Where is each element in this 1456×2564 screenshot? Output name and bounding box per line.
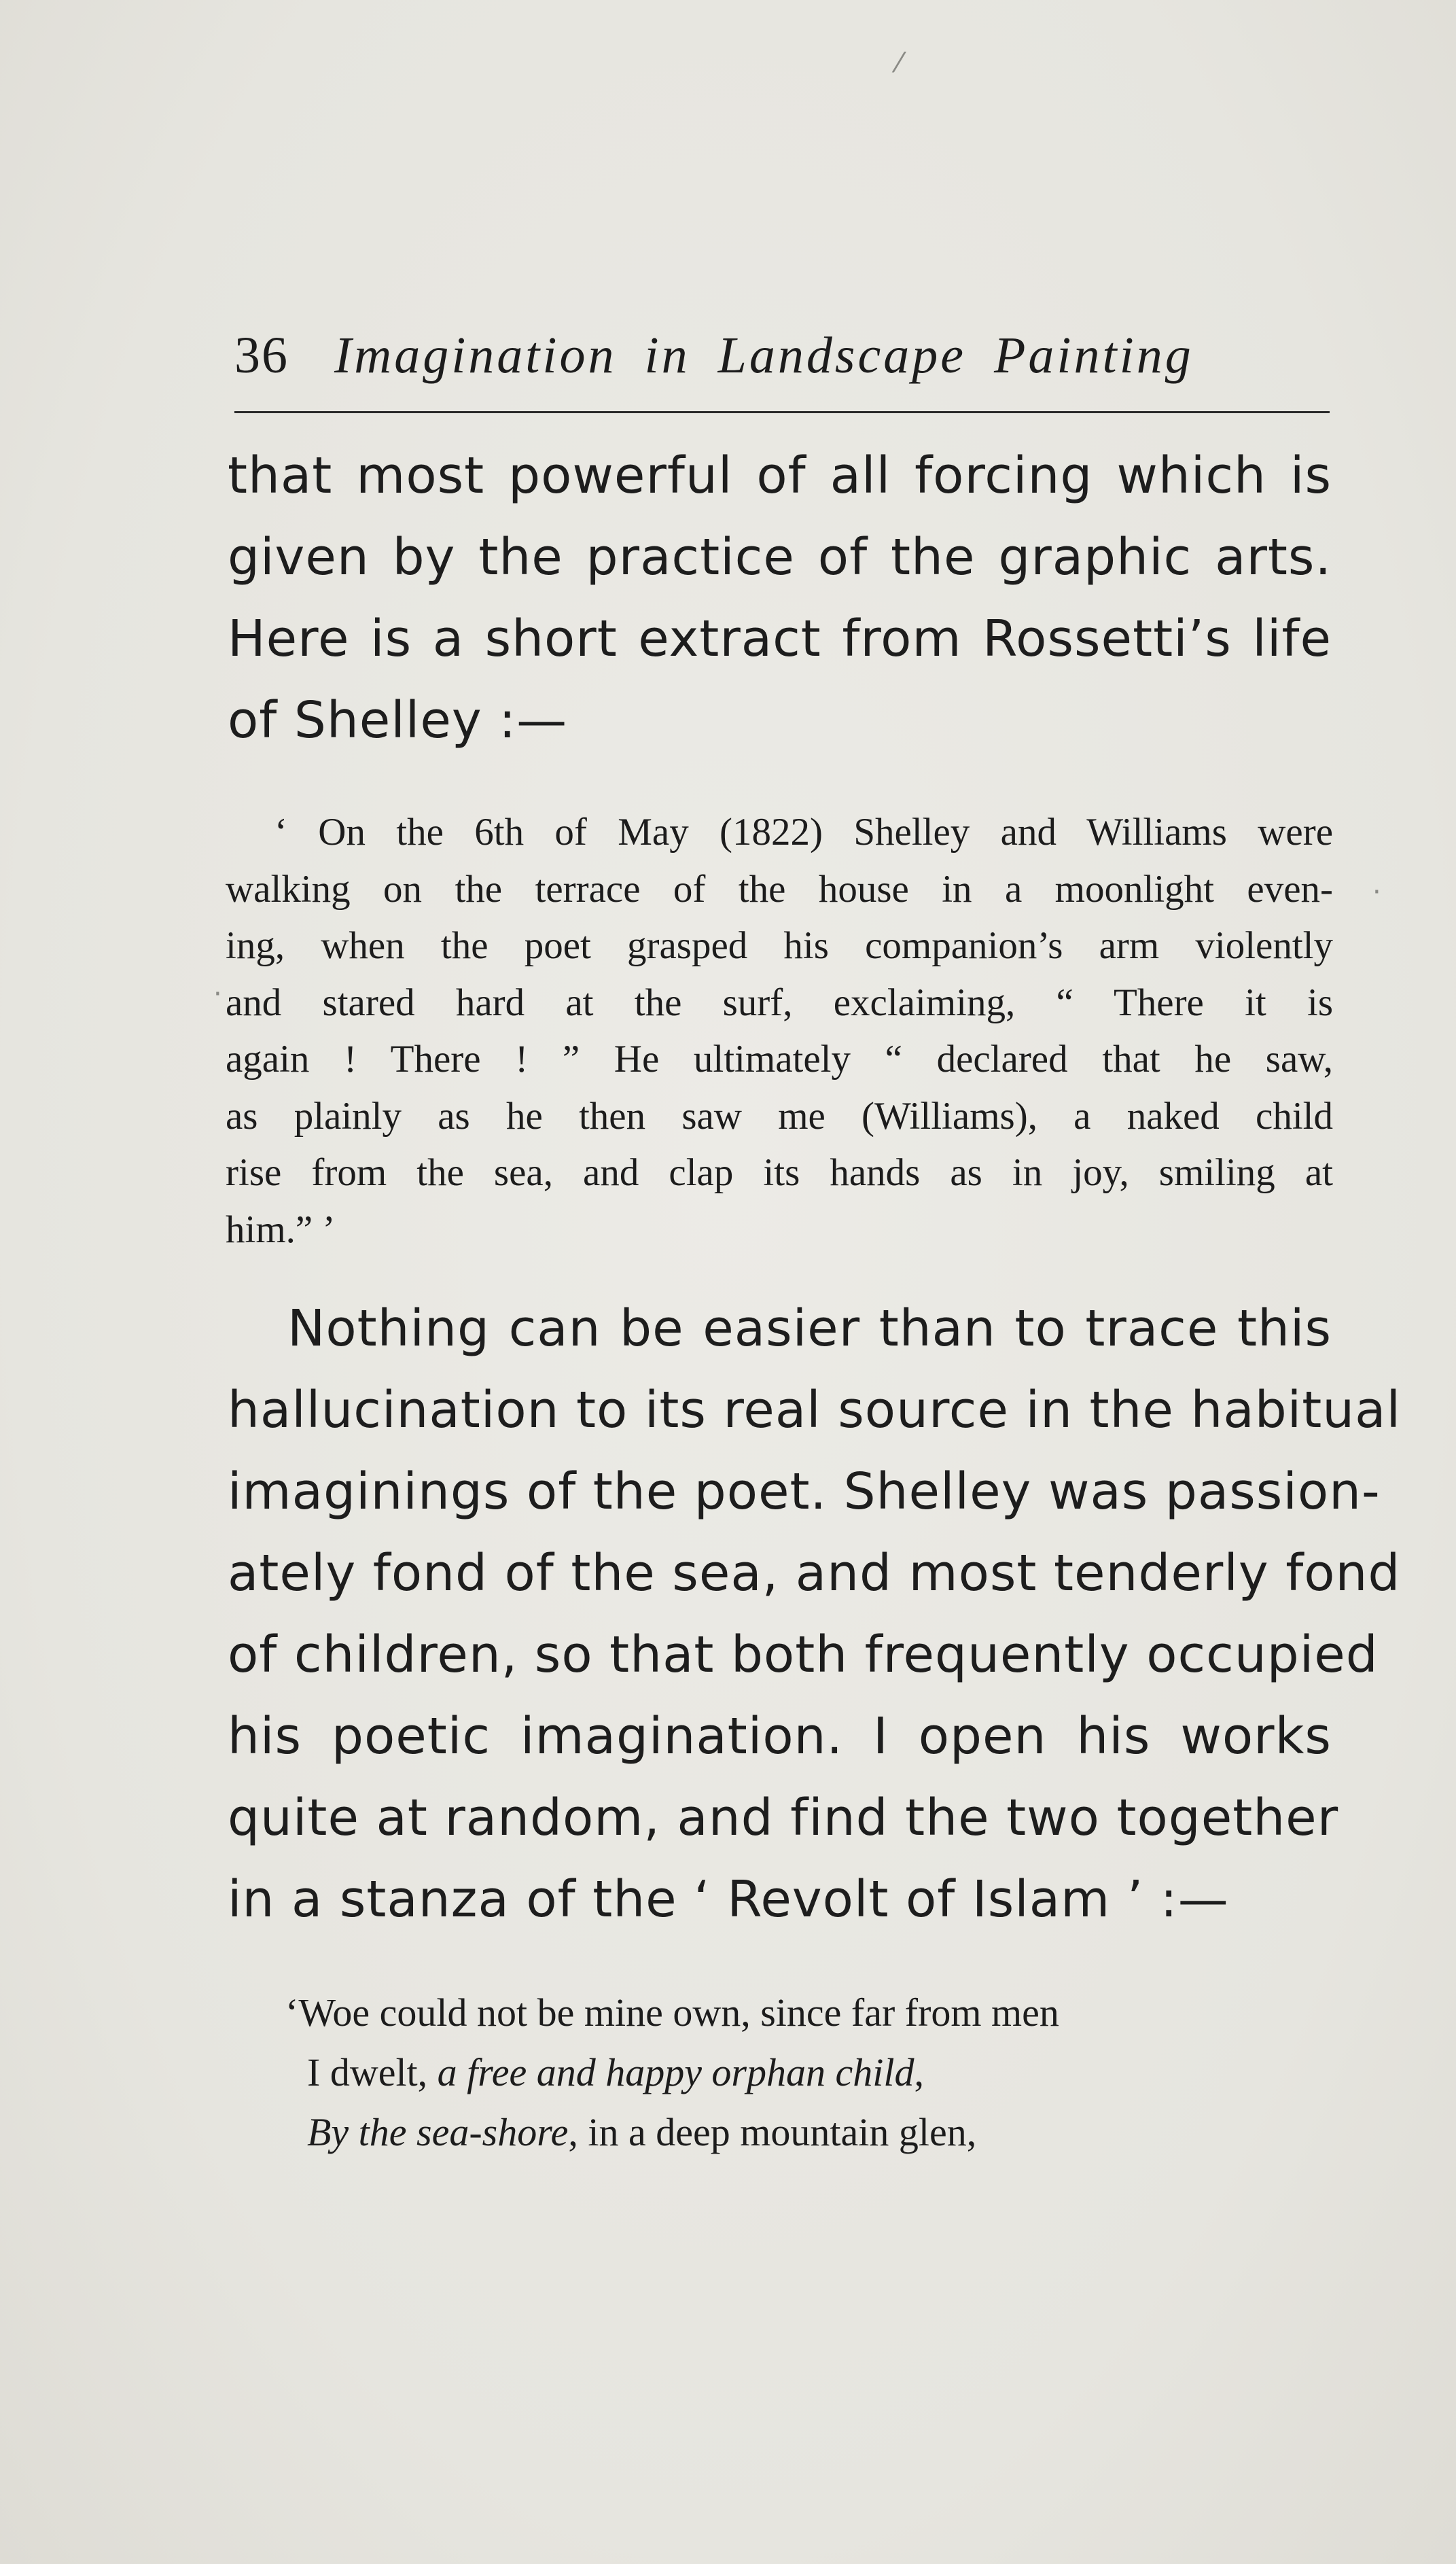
running-title: Imagination in Landscape Painting bbox=[334, 327, 1194, 384]
quote-line: and stared hard at the surf, exclaiming, “ There it is bbox=[226, 981, 1333, 1024]
quote-line: walking on the terrace of the house in a moonlight even- bbox=[226, 867, 1333, 911]
text-line: of Shelley :— bbox=[228, 691, 568, 750]
quote-line: ing, when the poet grasped his companion’s arm violently bbox=[226, 924, 1333, 967]
text-line: quite at random, and find the two together bbox=[228, 1789, 1339, 1847]
text-line: given by the practice of the graphic arts. bbox=[228, 528, 1332, 586]
text-line: his poetic imagination. I open his works bbox=[228, 1707, 1332, 1766]
text-line: hallucination to its real source in the habitual bbox=[228, 1381, 1402, 1439]
header-rule bbox=[234, 411, 1330, 413]
page-number: 36 bbox=[234, 327, 289, 384]
verse-line bbox=[285, 2103, 1304, 2162]
quote-line: rise from the sea, and clap its hands as in joy, smiling at bbox=[226, 1151, 1333, 1194]
verse-line bbox=[285, 2043, 1304, 2103]
scan-mark: ⁄ bbox=[897, 48, 902, 79]
text-line: Nothing can be easier than to trace this bbox=[287, 1299, 1332, 1358]
scan-mark: · bbox=[1372, 877, 1381, 908]
verse-quote-revolt-of-islam bbox=[285, 1983, 1304, 2162]
scan-mark: · bbox=[213, 979, 222, 1010]
text-line: in a stanza of the ‘ Revolt of Islam ’ :— bbox=[228, 1870, 1229, 1929]
verse-italic-text: a free and happy orphan child bbox=[437, 2050, 915, 2094]
quote-line: again ! There ! ” He ultimately “ declared that he saw, bbox=[226, 1038, 1333, 1081]
block-quote-rossetti bbox=[226, 804, 1333, 1258]
quote-line: ‘ On the 6th of May (1822) Shelley and Williams were bbox=[274, 811, 1333, 854]
text-line: imaginings of the poet. Shelley was passion- bbox=[228, 1462, 1381, 1521]
verse-text: , in a deep mountain glen, bbox=[568, 2110, 977, 2154]
text-line: ately fond of the sea, and most tenderly fond bbox=[228, 1544, 1401, 1602]
paragraph-main bbox=[228, 1288, 1402, 1940]
text-line: that most powerful of all forcing which is bbox=[228, 446, 1332, 505]
paragraph-continued bbox=[228, 435, 1332, 761]
quote-line: him.” ’ bbox=[226, 1208, 336, 1251]
quote-line: as plainly as he then saw me (Williams), a naked child bbox=[226, 1094, 1333, 1138]
verse-line: ‘Woe could not be mine own, since far from men bbox=[285, 1990, 1059, 2035]
verse-text: , bbox=[914, 2050, 924, 2094]
text-line: of children, so that both frequently occupied bbox=[228, 1626, 1379, 1684]
running-header bbox=[234, 325, 1328, 386]
verse-italic-text: By the sea-shore bbox=[307, 2110, 569, 2154]
verse-text: I dwelt, bbox=[307, 2050, 438, 2094]
text-line: Here is a short extract from Rossetti’s life bbox=[228, 610, 1332, 668]
